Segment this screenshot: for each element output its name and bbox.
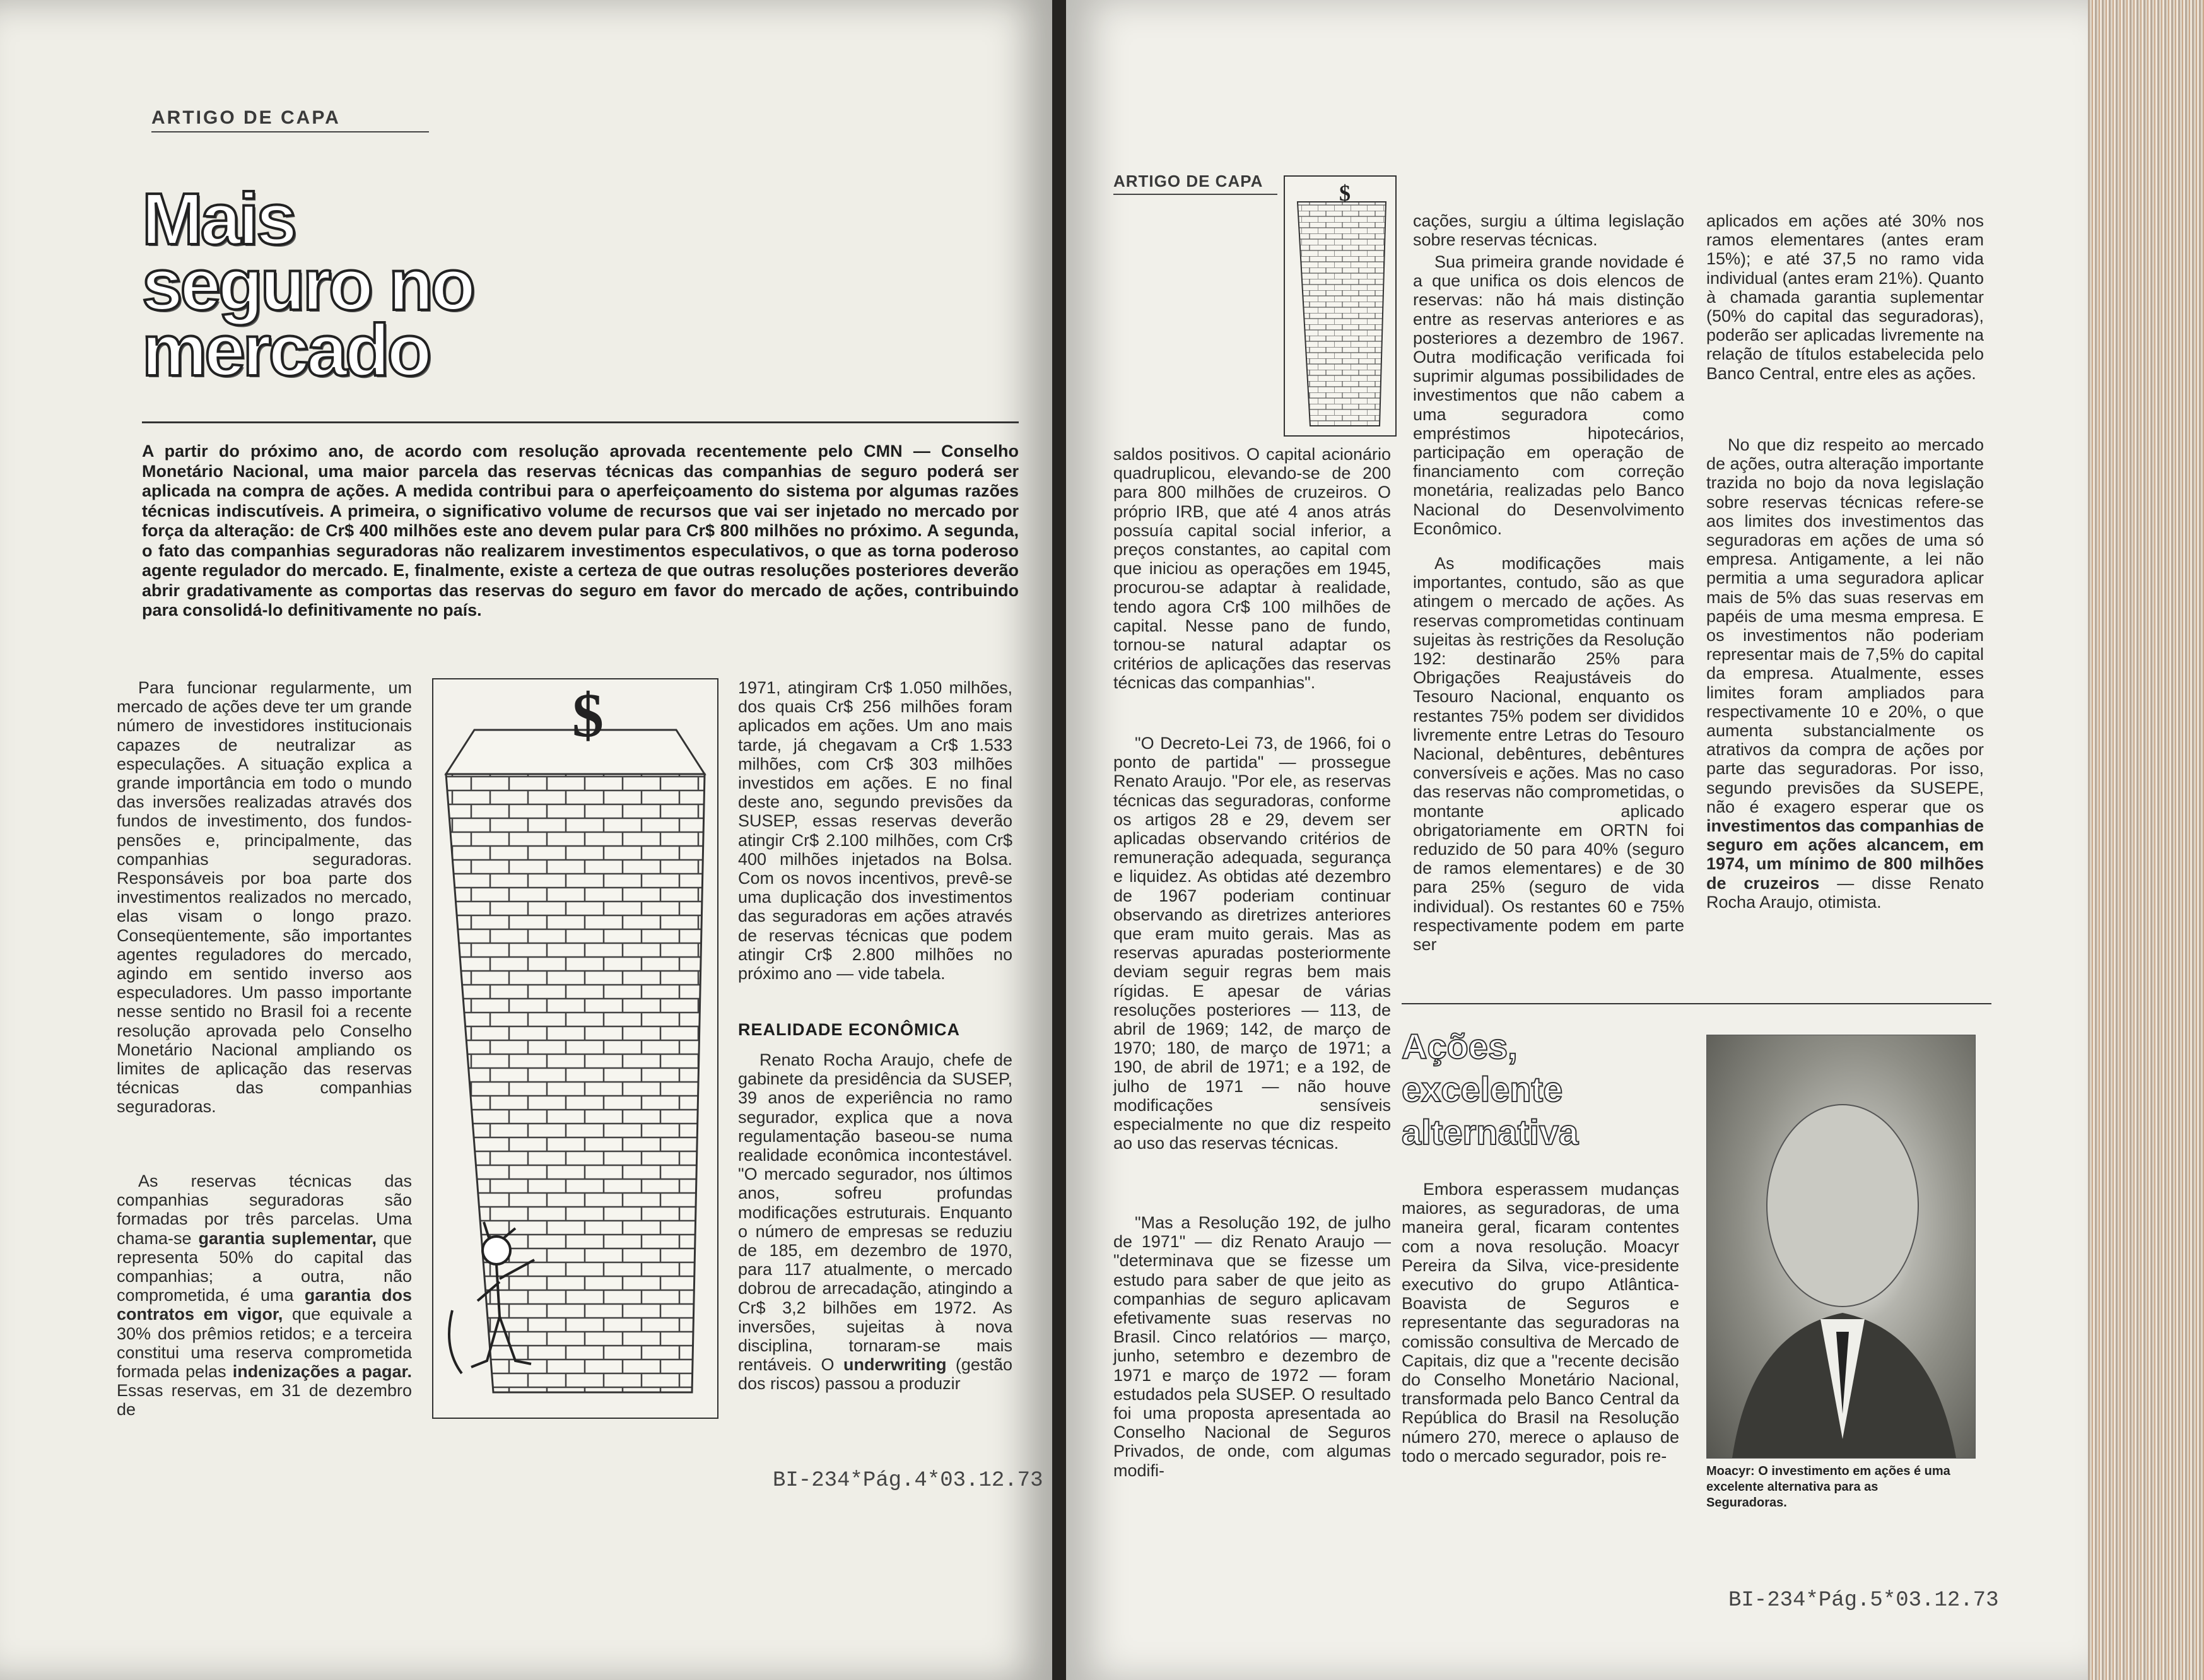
portrait-silhouette bbox=[1707, 1035, 1975, 1458]
brick-wall-illustration bbox=[432, 678, 718, 1419]
book-gutter bbox=[1052, 0, 1066, 1680]
colC-text-c: — disse Renato Rocha Araujo, otimista. bbox=[1706, 873, 1984, 912]
section-kicker: ARTIGO DE CAPA bbox=[151, 107, 429, 132]
page-footer-left: BI-234*Pág.4*03.12.73 bbox=[773, 1469, 1043, 1493]
photo-caption: Moacyr: O investimento em ações é uma excelente alternativa para as Seguradoras. bbox=[1706, 1464, 1950, 1510]
headline-line-1: Mais bbox=[142, 178, 295, 260]
column-a-paragraph-2: "O Decreto-Lei 73, de 1966, foi o ponto de partida" — prossegue Renato Araujo. "Por ele, as reservas técnicas das seguradoras, conforme os artigos 28 e 29, devem ser aplicadas observando critérios de remuneração adequada, segurança e liquidez. As obtidas até dezembro de 1967 poderiam continuar observando as diretrizes anteriores que eram muito gerais. Mas as reservas apuradas posteriormente deviam seguir regras bem mais rígidas. E apesar de várias resoluções posteriores — 113, de abril de 1969; 142, de março de 1970; 180, de março de 1971; a 190, de abril de 1971; e a 192, de julho de 1971 — não houve modificações sensíveis especialmente no que diz respeito ao uso das reservas técnicas. bbox=[1113, 734, 1391, 1153]
column-c-paragraph-1: aplicados em ações até 30% nos ramos elementares (antes eram 15%); e até 37,5 no ramo vida individual (antes eram 21%). Quanto à chamada garantia suplementar (50% do capital das seguradoras), poderão ser aplicadas livremente na relação de títulos estabelecida pelo Banco Central, entre eles as ações. bbox=[1706, 211, 1984, 383]
col1-bold-a: garantia suplementar, bbox=[198, 1228, 377, 1248]
column-c-paragraph-2 bbox=[1706, 435, 1984, 912]
col1-text-a: As reservas técnicas das companhias seguradoras são formadas por três parcelas. Uma chama-se bbox=[117, 1172, 412, 1248]
brick-tower-drawing bbox=[433, 679, 717, 1418]
column-b-paragraph-2: Sua primeira grande novidade é a que unifica os dois elencos de reservas: não há mais distinção entre as reservas anteriores e as posteriores a dezembro de 1967. Outra modificação verificada foi suprimir algumas possibilidades de investimentos que não cabem a uma seguradora como empréstimos hipotecários, participação em operação de financiamento com correção monetária, realizadas pelo Banco Nacional do Desenvolvimento Econômico. bbox=[1413, 252, 1684, 538]
section-kicker-right: ARTIGO DE CAPA bbox=[1113, 172, 1277, 195]
column-b-paragraph-1: cações, surgiu a última legislação sobre reservas técnicas. bbox=[1413, 211, 1684, 250]
box-title-line-3: alternativa bbox=[1402, 1112, 1579, 1152]
small-dollar-symbol: $ bbox=[1339, 180, 1351, 206]
left-page bbox=[0, 0, 1052, 1680]
col1-text-c: que representa 50% do capital das companhias; a outra, não comprometida, é uma bbox=[117, 1228, 412, 1305]
headline bbox=[142, 178, 473, 391]
box-title bbox=[1402, 1025, 1578, 1154]
column-3-paragraph-2 bbox=[738, 1050, 1012, 1394]
box-top-rule bbox=[1402, 1003, 1991, 1004]
colC-text-a: No que diz respeito ao mercado de ações, outra alteração importante trazida no bojo da nova legislação sobre reservas técnicas refere-se aos limites dos investimentos das seguradoras em ações de uma só empresa. Antigamente, a lei não permitia a uma seguradora aplicar mais de 5% das suas reservas em papéis de uma mesma empresa. E os investimentos não poderiam representar mais de 7,5% do capital da empresa. Atualmente, esses limites foram ampliados para respectivamente 10 e 20%, o que aumenta substancialmente os atrativos da compra de ações por parte das seguradoras. Por isso, segundo previsões da SUSEPE, não é exagero esperar que os bbox=[1706, 435, 1984, 816]
small-brick-drawing bbox=[1285, 177, 1395, 435]
dollar-symbol: $ bbox=[572, 680, 604, 750]
colC-bold: investimentos das companhias de seguro em ações alcancem, em 1974, um mínimo de 800 milhões de cruzeiros bbox=[1706, 816, 1984, 893]
column-b-paragraph-3: As modificações mais importantes, contudo, são as que atingem o mercado de ações. As reservas comprometidas continuam sujeitas às restrições da Resolução 192: destinarão 25% para Obrigações Reajustáveis do Tesouro Nacional, enquanto os restantes 75% podem ser divididos livremente entre Letras do Tesouro Nacional, debêntures, debêntures conversíveis e ações. Mas no caso das reservas não comprometidas, o montante aplicado obrigatoriamente em ORTN foi reduzido de 50 para 40% (seguro de ramos elementares) e de 30 para 25% (seguro de vida individual). Os restantes 60 e 75% respectivamente podem em parte ser bbox=[1413, 554, 1684, 955]
col3-text-a: Renato Rocha Araujo, chefe de gabinete da presidência da SUSEP, 39 anos de experiência no ramo segurador, explica que a nova regulamentação baseou-se numa realidade econômica incontestável. "O mercado segurador, nos últimos anos, sofreu profundas modificações estruturais. Enquanto o número de empresas se reduziu de 185, em dezembro de 1970, para 117 atualmente, o mercado dobrou de arrecadação, atingindo a Cr$ 3,2 bilhões em 1972. As inversões, sujeitas à nova disciplina, tornaram-se mais rentáveis. O bbox=[738, 1050, 1012, 1375]
column-1-paragraph-2 bbox=[117, 1172, 412, 1419]
col3-bold-underwriting: underwriting bbox=[843, 1355, 947, 1375]
col1-text-g: Essas reservas, em 31 de dezembro de bbox=[117, 1381, 412, 1419]
right-page bbox=[1066, 0, 2088, 1680]
column-3-paragraph-1: 1971, atingiram Cr$ 1.050 milhões, dos quais Cr$ 256 milhões foram aplicados em ações. Um ano mais tarde, já chegavam a Cr$ 1.533 milhões, com Cr$ 303 milhões investidos em ações. E no final deste ano, segundo previsões da SUSEP, essas reservas deverão atingir Cr$ 2.100 milhões, com Cr$ 400 milhões injetados na Bolsa. Com os novos incentivos, prevê-se uma duplicação dos investimentos das seguradoras em ações através de reservas técnicas que podem atingir Cr$ 2.800 milhões no próximo ano — vide tabela. bbox=[738, 678, 1012, 984]
portrait-photo bbox=[1706, 1035, 1976, 1459]
box-title-line-1: Ações, bbox=[1402, 1026, 1518, 1066]
headline-line-2: seguro no bbox=[142, 244, 473, 326]
box-text: Embora esperassem mudanças maiores, as seguradoras, de uma maneira geral, ficaram contentes com a nova resolução. Moacyr Pereira da Silva, vice-presidente executivo do grupo Atlântica-Boavista de Seguros e representante das seguradoras na comissão consultiva de Mercado de Capitais, diz que a "recente decisão do Conselho Monetário Nacional, transformada pelo Banco Central da República do Brasil na Resolução número 270, merece o aplauso de todo o mercado segurador, pois re- bbox=[1402, 1180, 1679, 1466]
headline-line-3: mercado bbox=[142, 309, 430, 391]
book-page-edges bbox=[2088, 0, 2204, 1680]
col3-text-c: (gestão dos riscos) passou a produzir bbox=[738, 1355, 1012, 1394]
small-brick-illustration bbox=[1284, 175, 1397, 437]
column-a-paragraph-3: "Mas a Resolução 192, de julho de 1971" — diz Renato Araujo — "determinava que se fizesse um estudo para saber de que jeito as companhias de seguro aplicavam efetivamente suas reservas no Brasil. Cinco relatórios — março, junho, setembro e dezembro de 1971 e março de 1972 — foram estudados pela SUSEP. O resultado foi uma proposta apresentada ao Conselho Nacional de Seguros Privados, de onde, com algumas modifi- bbox=[1113, 1213, 1391, 1480]
box-title-line-2: excelente bbox=[1402, 1069, 1563, 1109]
col1-text-e: que equivale a 30% dos prêmios retidos; e a terceira constitui uma reserva comprometida formada pelas bbox=[117, 1305, 412, 1382]
page-footer-right: BI-234*Pág.5*03.12.73 bbox=[1728, 1589, 1999, 1612]
col1-bold-b: garantia dos contratos em vigor, bbox=[117, 1286, 412, 1324]
column-a-paragraph-1: saldos positivos. O capital acionário quadruplicou, elevando-se de 200 para 800 milhões de cruzeiros. O próprio IRB, que até 4 anos atrás possuía capital social inferior, a preços constantes, ao capital com que iniciou as operações em 1945, procurou-se adaptar à realidade, tendo agora Cr$ 100 milhões de capital. Nesse pano de fundo, tornou-se natural adaptar os critérios de aplicações das reservas técnicas das companhias". bbox=[1113, 445, 1391, 693]
column-1-paragraph-1: Para funcionar regularmente, um mercado de ações deve ter um grande número de investidores institucionais capazes de neutralizar as especulações. A situação explica a grande importância em todo o mundo das inversões realizadas através dos fundos de investimento, dos fundos-pensões e, principalmente, das companhias seguradoras. Responsáveis por boa parte dos investimentos realizados no mercado, elas visam o longo prazo. Conseqüentemente, são importantes agentes reguladores do mercado, agindo em sentido inverso aos especuladores. Um passo importante nesse sentido no Brasil foi a recente resolução aprovada pelo Conselho Monetário Nacional ampliando os limites de aplicação das reservas técnicas das companhias seguradoras. bbox=[117, 678, 412, 1117]
lead-paragraph: A partir do próximo ano, de acordo com resolução aprovada recentemente pelo CMN — Conselho Monetário Nacional, uma maior parcela das reservas técnicas das companhias de seguro poderá ser aplicada na compra de ações. A medida contribui para o aperfeiçoamento do sistema por algumas razões técnicas indiscutíveis. A primeira, o significativo volume de recursos que vai ser injetado no mercado por força da alteração: de Cr$ 400 milhões este ano devem pular para Cr$ 800 milhões no próximo. A segunda, o fato das companhias seguradoras não realizarem investimentos especulativos, o que as torna poderoso agente regulador do mercado. E, finalmente, existe a certeza de que outras resoluções posteriores deverão abrir gradativamente as comportas das reservas do seguro em favor do mercado de ações, contribuindo para consolidá-lo definitivamente no país. bbox=[142, 442, 1019, 620]
col1-bold-c: indenizações a pagar. bbox=[232, 1362, 412, 1382]
headline-rule bbox=[142, 421, 1019, 423]
section-subhead: REALIDADE ECONÔMICA bbox=[738, 1020, 961, 1039]
